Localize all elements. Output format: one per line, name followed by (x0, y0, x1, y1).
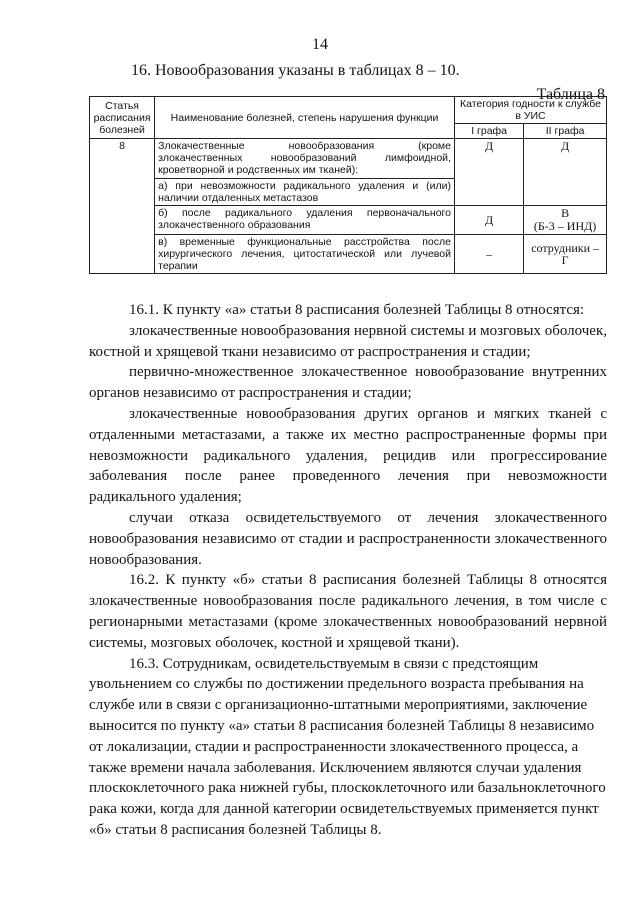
disease-sub-c: в) временные функциональные расстройства после хирургического лечения, цитостатической или лучевой терапии (155, 235, 455, 274)
paragraph: злокачественные новообразования нервной системы и мозговых оболочек, костной и хрящевой ткани независимо от распространения и стадии; (89, 322, 607, 360)
grade-graph-1: Д (454, 139, 523, 206)
section-intro: 16. Новообразования указаны в таблицах 8 – 10. (131, 62, 460, 79)
paragraph: 16.3. Сотрудникам, освидетельствуемым в связи с предстоящим увольнением со службы по достижении предельного возраста пребывания на службе или в связи с организационно-штатными мероприятиями, заключение выносится по пункту «а» статьи 8 расписания болезней Таблицы 8 независимо от локализации, стадии и распространенности злокачественного процесса, а также времени начала заболевания. Исключением являются случаи удаления плоскоклеточного рака нижней губы, плоскоклеточного или базальноклеточного рака кожи, когда для данной категории освидетельствуемых применяется пункт «б» статьи 8 расписания болезней Таблицы 8. (89, 655, 606, 838)
disease-main-text: Злокачественные новообразования (кроме злокачественных новообразований лимфоидной, кроветворной и родственных им тканей): (158, 140, 451, 176)
header-graph-1: I графа (454, 124, 523, 139)
header-disease: Наименование болезней, степень нарушения функции (155, 97, 455, 139)
table-label: Таблица 8 (536, 86, 605, 103)
grade-graph-2: сотрудники – Г (524, 235, 607, 274)
article-number: 8 (90, 139, 155, 274)
table-header-row (90, 97, 607, 124)
paragraph: злокачественные новообразования других органов и мягких тканей с отдаленными метастазами, а также их местно распространенные формы при невозможности радикального удаления, рецидив или прогрессирование заболевания после ранее проведенного лечения при невозможности радикального удаления; (89, 405, 607, 506)
paragraph: случаи отказа освидетельствуемого от лечения злокачественного новообразования независимо от стадии и распространенности злокачественного новообразования. (89, 509, 607, 568)
grade-graph-1: – (454, 235, 523, 274)
paragraph: первично-множественное злокачественное новообразование внутренних органов независимо от распространения и стадии; (89, 364, 607, 402)
grade-graph-2: Д (524, 139, 607, 206)
table-8 (89, 96, 607, 274)
grade-note: (Б-3 – ИНД) (533, 219, 597, 233)
page-number: 14 (312, 36, 328, 53)
disease-cell (155, 139, 455, 206)
paragraph: 16.1. К пункту «а» статьи 8 расписания болезней Таблицы 8 относятся: (129, 302, 585, 318)
disease-sub-b: б) после радикального удаления первоначального злокачественного образования (155, 206, 455, 235)
table-row (90, 139, 607, 206)
disease-sub-a: а) при невозможности радикального удаления и (или) наличии отдаленных метастазов (155, 178, 454, 204)
grade-graph-2 (524, 206, 607, 235)
paragraph: 16.2. К пункту «б» статьи 8 расписания болезней Таблицы 8 относятся злокачественные новообразования после радикального лечения, в том числе с регионарными метастазами (кроме злокачественных новообразований нервной системы, мозговых оболочек, костной и хрящевой ткани). (89, 572, 607, 651)
header-article: Статья расписания болезней (90, 97, 155, 139)
grade-graph-1: Д (454, 206, 523, 235)
table-row (90, 206, 607, 235)
header-graph-2: II графа (524, 124, 607, 139)
header-category: Категория годности к службе в УИС (454, 97, 606, 124)
table-row (90, 235, 607, 274)
body-text (89, 300, 607, 841)
grade-value: В (561, 206, 570, 220)
